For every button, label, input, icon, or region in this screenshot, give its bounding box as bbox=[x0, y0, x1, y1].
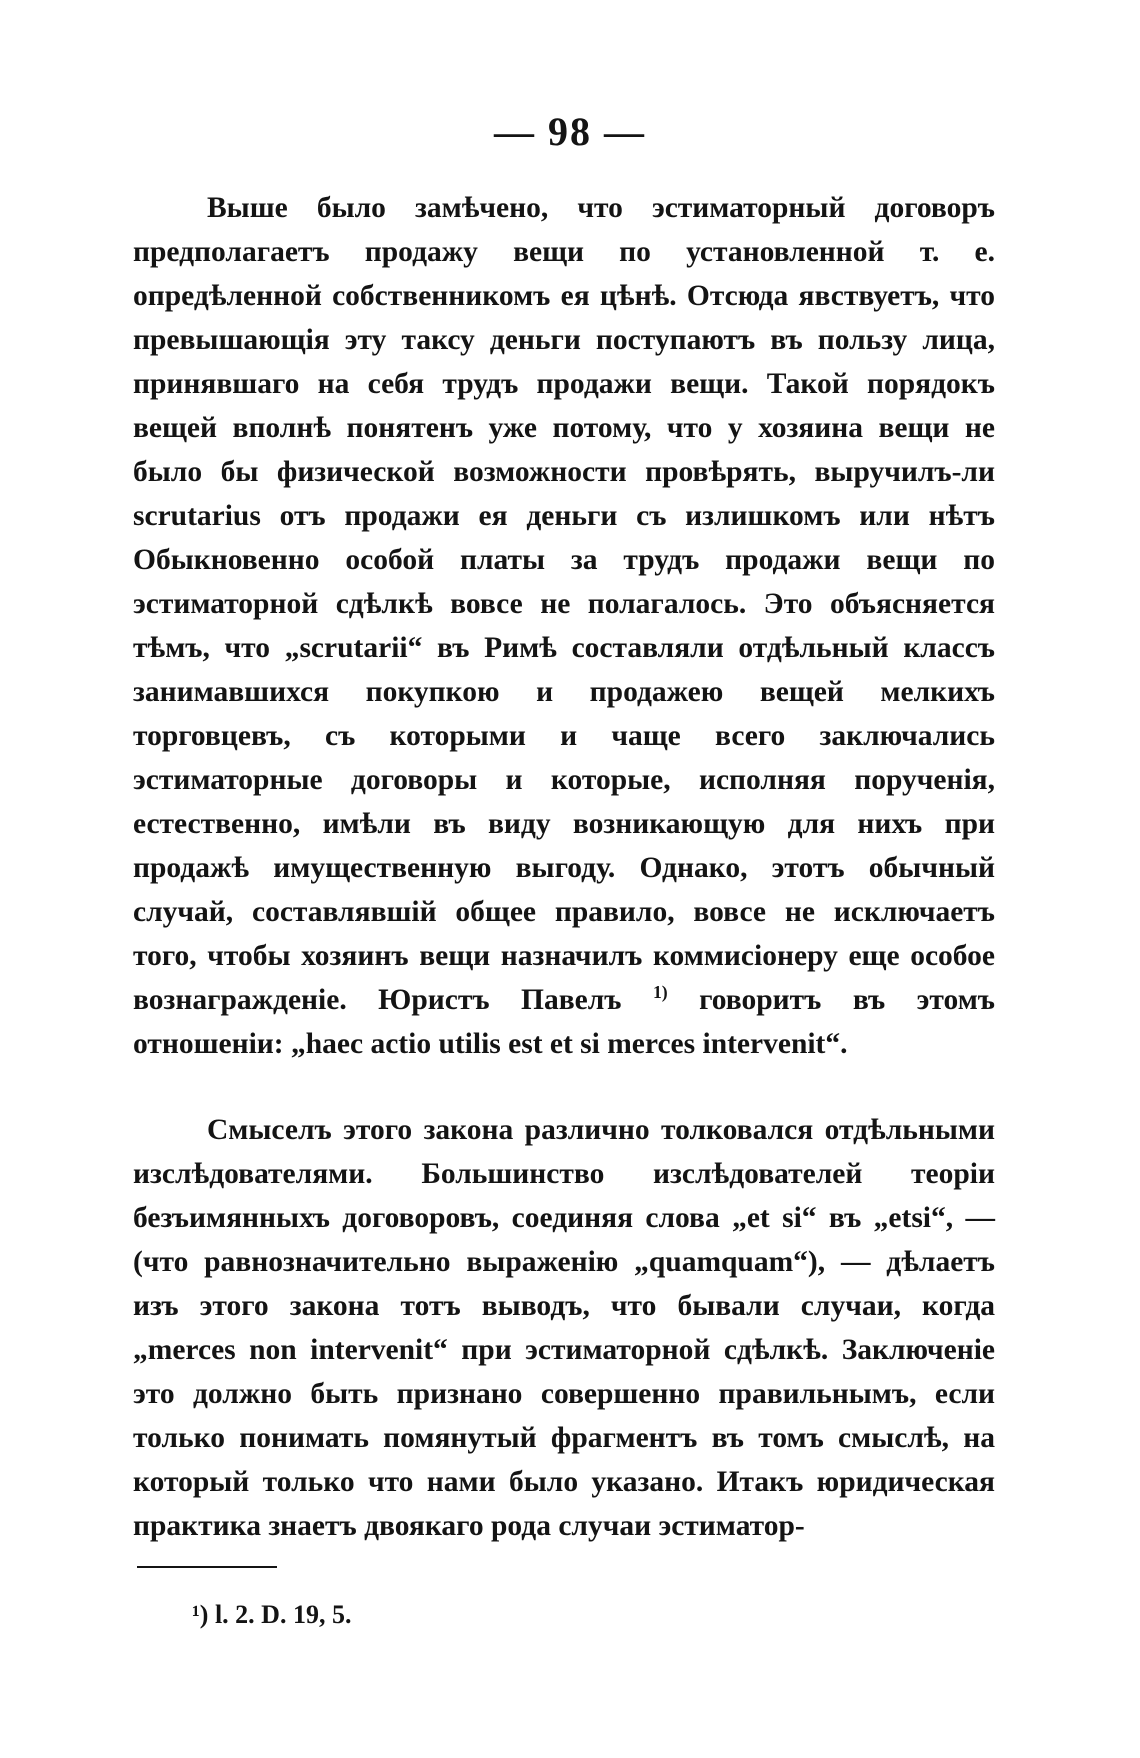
paragraph-2: Смыселъ этого закона различно толковался отдѣльными изслѣдователями. Большинство изслѣдователей теоріи безъимянныхъ договоровъ, соединяя слова „et si“ въ „etsi“, — (что равнозначительно выраженію „quamquam“), — дѣлаетъ изъ этого закона тотъ выводъ, что бывали случаи, когда „merces non intervenit“ при эстиматорной сдѣлкѣ. Заключеніе это должно быть признано совершенно правильнымъ, если только понимать помянутый фрагментъ въ томъ смыслѣ, на который только что нами было указано. Итакъ юридическая практика знаетъ двоякаго рода случаи эстиматор- bbox=[133, 1114, 995, 1542]
footnote-divider bbox=[137, 1566, 277, 1568]
footnote-reference: 1) bbox=[652, 982, 668, 1003]
body-text bbox=[133, 186, 995, 1548]
paragraph-1-text: Выше было замѣчено, что эстиматорный договоръ предполагаетъ продажу вещи по установленной т. е. опредѣленной собственникомъ ея цѣнѣ. Отсюда явствуетъ, что превышающія эту таксу деньги поступаютъ въ пользу лица, принявшаго на себя трудъ продажи вещи. Такой порядокъ вещей вполнѣ понятенъ уже потому, что у хозяина вещи не было бы физической возможности провѣрять, выручилъ-ли scrutarius отъ продажи ея деньги съ излишкомъ или нѣтъ Обыкновенно особой платы за трудъ продажи вещи по эстиматорной сдѣлкѣ вовсе не полагалось. Это объясняется тѣмъ, что „scrutarii“ въ Римѣ составляли отдѣльный классъ занимавшихся покупкою и продажею вещей мелкихъ торговцевъ, съ которыми и чаще всего заключались эстиматорные договоры и которые, исполняя порученія, естественно, имѣли въ виду возникающую для нихъ при продажѣ имущественную выгоду. Однако, этотъ обычный случай, составлявшій общее правило, вовсе не исключаетъ того, чтобы хозяинъ вещи назначилъ коммисіонеру еще особое вознагражденіе. Юристъ Павелъ bbox=[133, 192, 995, 1016]
footnote-text: l. 2. D. 19, 5. bbox=[208, 1600, 352, 1629]
footnote bbox=[192, 1598, 351, 1632]
page-number: — 98 — bbox=[494, 109, 646, 154]
paragraph-1-continuation: говоритъ въ этомъ отношеніи: „haec actio utilis est et si merces intervenit“. bbox=[133, 984, 995, 1060]
footnote-marker: ¹) bbox=[192, 1600, 209, 1629]
paragraph-1 bbox=[133, 186, 995, 1066]
